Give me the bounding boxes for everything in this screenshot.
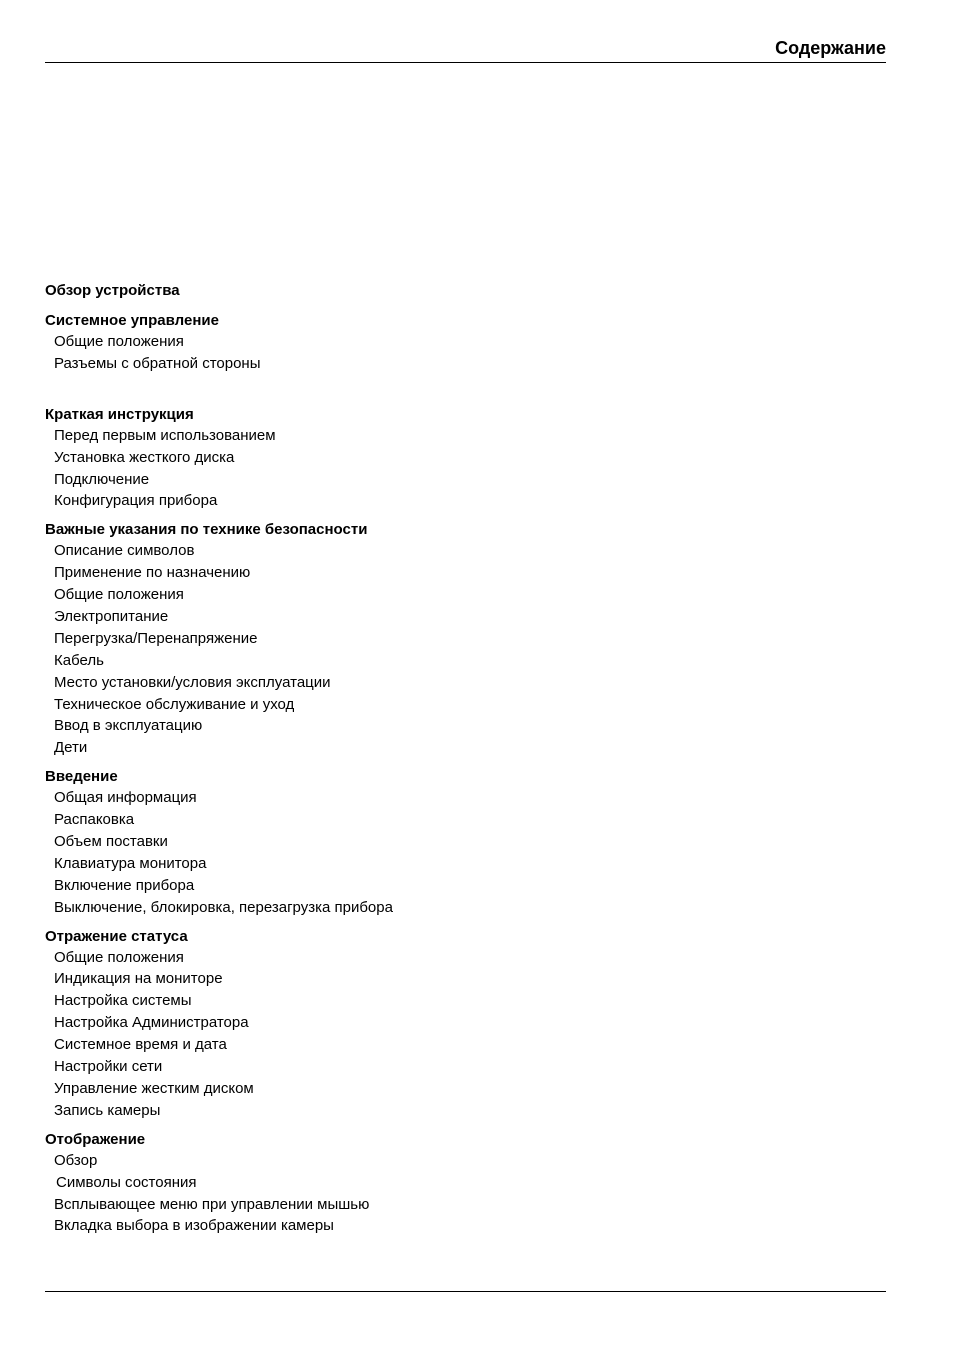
toc-item[interactable]: Техническое обслуживание и уход xyxy=(54,695,295,713)
toc-item[interactable]: Электропитание xyxy=(54,608,169,626)
toc-item[interactable]: Перед первым использованием xyxy=(54,426,276,444)
toc-item[interactable]: Установка жесткого диска xyxy=(54,448,235,466)
toc-item[interactable]: Клавиатура монитора xyxy=(54,854,207,872)
toc-item[interactable]: Настройка системы xyxy=(54,992,192,1010)
toc-item[interactable]: Запись камеры xyxy=(54,1101,161,1119)
page-title: Содержание xyxy=(775,38,886,58)
toc-item[interactable]: Место установки/условия эксплуатации xyxy=(54,673,331,691)
toc-item[interactable]: Дети xyxy=(54,739,88,757)
toc-item[interactable]: Выключение, блокировка, перезагрузка прибора xyxy=(54,898,393,916)
toc-heading[interactable]: Отражение статуса xyxy=(45,927,188,945)
toc-item[interactable]: Применение по назначению xyxy=(54,564,251,582)
toc-item[interactable]: Описание символов xyxy=(54,542,195,560)
toc-item[interactable]: Общая информация xyxy=(54,789,197,807)
toc-item[interactable]: Вкладка выбора в изображении камеры xyxy=(54,1217,334,1235)
toc-section-status xyxy=(45,927,886,1122)
toc-item[interactable]: Включение прибора xyxy=(54,876,195,894)
footer-divider xyxy=(45,1291,886,1292)
page-header xyxy=(45,34,886,63)
toc-item[interactable]: Управление жестким диском xyxy=(54,1079,254,1097)
toc-item[interactable]: Конфигурация прибора xyxy=(54,492,218,510)
toc-item[interactable]: Настройки сети xyxy=(54,1058,163,1076)
toc-item[interactable]: Перегрузка/Перенапряжение xyxy=(54,629,258,647)
toc-item[interactable]: Распаковка xyxy=(54,811,135,829)
toc-item[interactable]: Общие положения xyxy=(54,333,184,350)
toc-item[interactable]: Настройка Администратора xyxy=(54,1014,249,1032)
toc-item[interactable]: Индикация на мониторе xyxy=(54,970,223,988)
toc-item[interactable]: Объем поставки xyxy=(54,833,168,851)
toc-heading[interactable]: Важные указания по технике безопасности xyxy=(45,521,368,539)
toc-item[interactable]: Обзор xyxy=(54,1151,98,1169)
table-of-contents xyxy=(45,281,886,1237)
toc-section-quick-guide xyxy=(45,405,886,513)
toc-heading[interactable]: Введение xyxy=(45,768,118,786)
toc-heading[interactable]: Обзор устройства xyxy=(45,282,180,299)
toc-item[interactable]: Всплывающее меню при управлении мышью xyxy=(54,1195,370,1213)
toc-item[interactable]: Ввод в эксплуатацию xyxy=(54,717,203,735)
toc-section-display xyxy=(45,1130,886,1238)
toc-section-safety xyxy=(45,520,886,759)
toc-item[interactable]: Кабель xyxy=(54,651,104,669)
toc-item[interactable]: Общие положения xyxy=(54,948,184,966)
toc-item[interactable]: Символы состояния xyxy=(56,1173,197,1191)
toc-item[interactable]: Общие положения xyxy=(54,586,184,604)
toc-item[interactable]: Системное время и дата xyxy=(54,1036,227,1054)
toc-section-device-overview xyxy=(45,281,886,301)
toc-heading[interactable]: Отображение xyxy=(45,1130,146,1148)
toc-section-introduction xyxy=(45,767,886,918)
toc-item[interactable]: Разъемы с обратной стороны xyxy=(54,354,261,372)
toc-heading[interactable]: Краткая инструкция xyxy=(45,405,194,423)
toc-heading[interactable]: Системное управление xyxy=(45,312,219,329)
toc-section-system-control xyxy=(45,311,886,375)
toc-item[interactable]: Подключение xyxy=(54,470,150,488)
